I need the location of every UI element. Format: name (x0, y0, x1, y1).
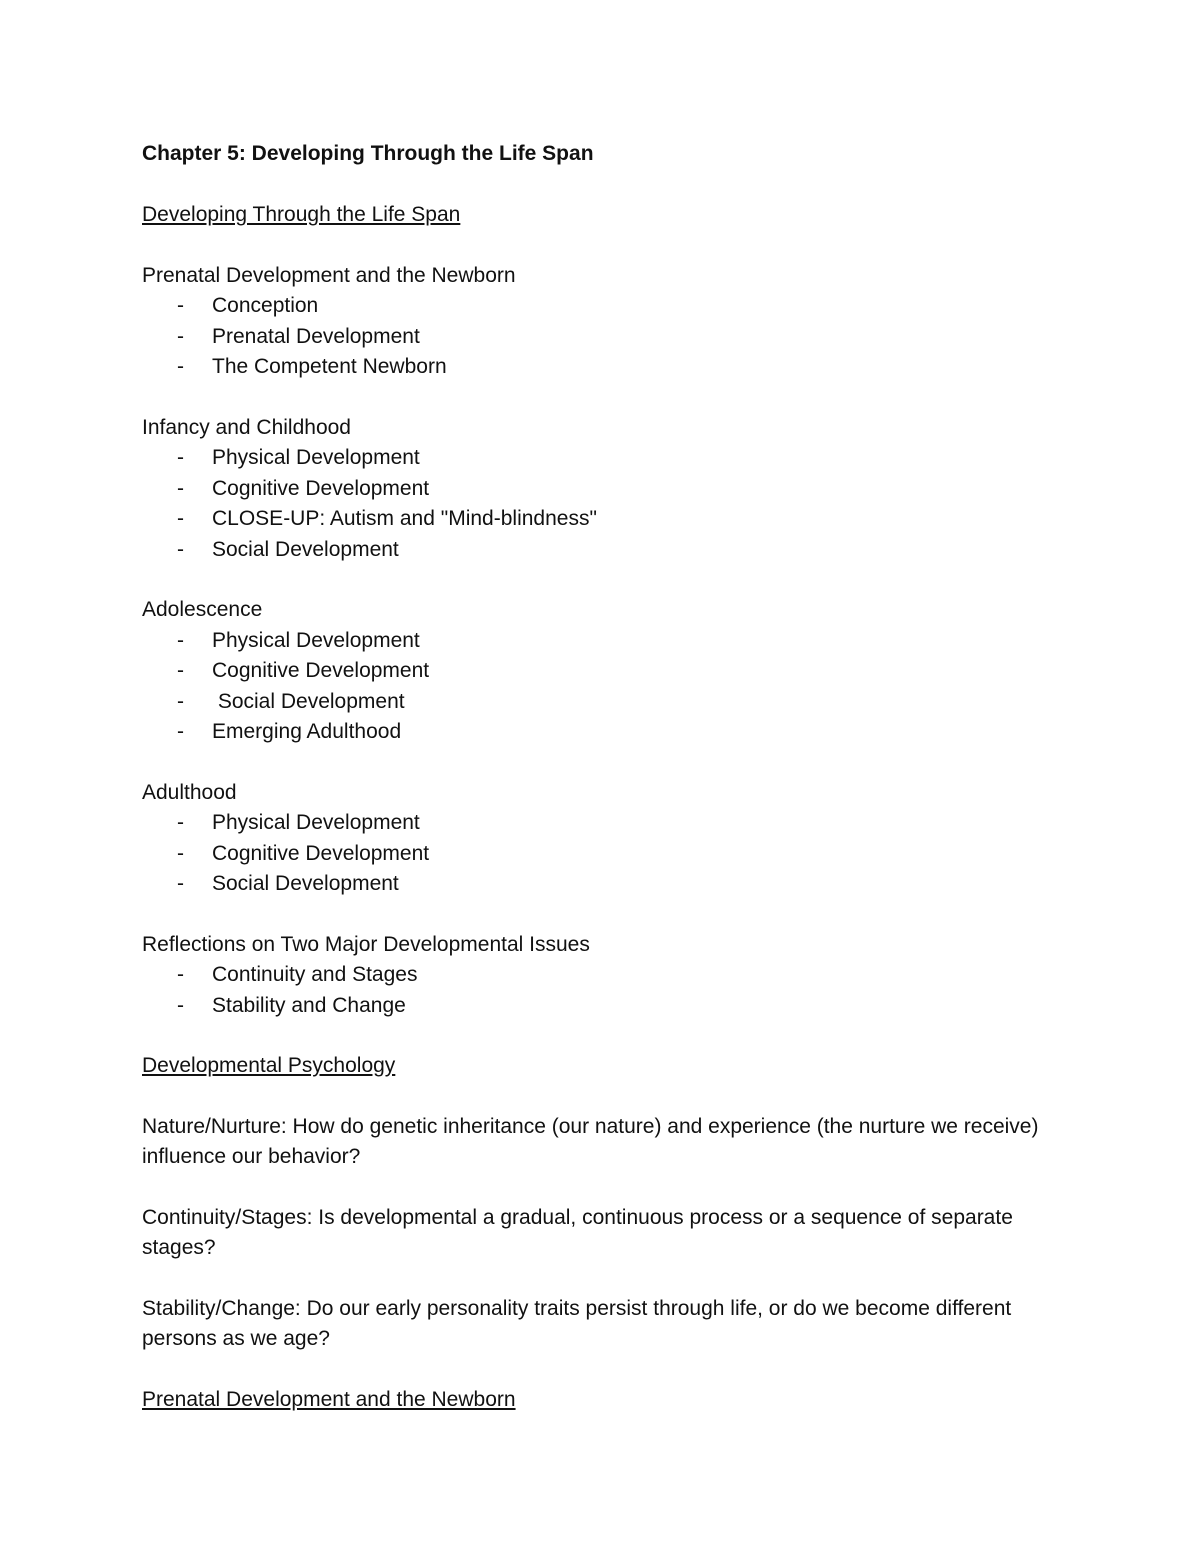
list-item-text: Cognitive Development (212, 476, 430, 500)
paragraph: Nature/Nurture: How do genetic inheritance (our nature) and experience (the nurture we receive) influence our behavior? (142, 1114, 1039, 1168)
list-item (142, 656, 1062, 687)
list-item (142, 626, 1062, 657)
list-item (142, 991, 1062, 1022)
list-item-text: Cognitive Development (212, 659, 430, 682)
topic-list (142, 808, 1062, 900)
list-item-text: Physical Development (212, 811, 420, 834)
list-item-text: The Competent Newborn (212, 355, 447, 378)
list-item-text: Prenatal Development (212, 324, 420, 348)
list-item-text: Physical Development (212, 446, 420, 469)
dash-bullet: - (177, 507, 184, 530)
section-heading-developmental-psychology: Developmental Psychology (142, 1054, 396, 1077)
list-item-text: Stability and Change (212, 993, 406, 1017)
list-item-text: CLOSE-UP: Autism and "Mind-blindness" (212, 507, 597, 530)
dash-bullet: - (177, 993, 184, 1017)
topic-group-title: Infancy and Childhood (142, 415, 351, 439)
dash-bullet: - (177, 963, 184, 986)
dash-bullet: - (177, 446, 184, 469)
list-item-text: Conception (212, 294, 319, 317)
dash-bullet: - (177, 872, 184, 895)
topic-group (142, 595, 1062, 748)
topic-list (142, 626, 1062, 748)
list-item (142, 808, 1062, 839)
list-item (142, 535, 1062, 566)
topic-group (142, 778, 1062, 900)
topic-groups (142, 261, 1062, 1022)
page-title: Chapter 5: Developing Through the Life Span (142, 142, 594, 165)
topic-group (142, 413, 1062, 566)
topic-list (142, 443, 1062, 565)
list-item (142, 839, 1062, 870)
paragraph: Stability/Change: Do our early personality traits persist through life, or do we become different persons as we age? (142, 1296, 1012, 1350)
dash-bullet: - (177, 294, 184, 317)
list-item-text: Social Development (212, 872, 399, 895)
topic-group (142, 930, 1062, 1022)
dash-bullet: - (177, 355, 184, 378)
list-item-text: Continuity and Stages (212, 963, 418, 986)
dash-bullet: - (177, 659, 184, 682)
list-item-text: Physical Development (212, 628, 420, 652)
list-item (142, 322, 1062, 353)
list-item (142, 352, 1062, 383)
list-item-text: Social Development (212, 689, 405, 713)
paragraph: Continuity/Stages: Is developmental a gradual, continuous process or a sequence of separate stages? (142, 1205, 1013, 1259)
list-item (142, 869, 1062, 900)
list-item (142, 687, 1062, 718)
topic-list (142, 291, 1062, 383)
dash-bullet: - (177, 324, 184, 348)
dash-bullet: - (177, 537, 184, 561)
list-item-text: Cognitive Development (212, 841, 430, 865)
dash-bullet: - (177, 628, 184, 652)
list-item (142, 291, 1062, 322)
issue-paragraphs (142, 1112, 1062, 1355)
list-item (142, 504, 1062, 535)
list-item (142, 443, 1062, 474)
topic-list (142, 960, 1062, 1021)
section-heading-life-span: Developing Through the Life Span (142, 203, 461, 226)
document-page (142, 138, 1062, 1445)
topic-group-title: Reflections on Two Major Developmental Issues (142, 932, 590, 956)
list-item (142, 960, 1062, 991)
topic-group-title: Adolescence (142, 598, 263, 621)
topic-group-title: Adulthood (142, 780, 237, 804)
list-item (142, 474, 1062, 505)
list-item (142, 717, 1062, 748)
dash-bullet: - (177, 811, 184, 834)
dash-bullet: - (177, 841, 184, 865)
list-item-text: Emerging Adulthood (212, 720, 402, 743)
dash-bullet: - (177, 476, 184, 500)
topic-group-title: Prenatal Development and the Newborn (142, 263, 516, 287)
section-heading-prenatal: Prenatal Development and the Newborn (142, 1387, 516, 1411)
dash-bullet: - (177, 689, 184, 713)
topic-group (142, 261, 1062, 383)
list-item-text: Social Development (212, 537, 399, 561)
dash-bullet: - (177, 720, 184, 743)
